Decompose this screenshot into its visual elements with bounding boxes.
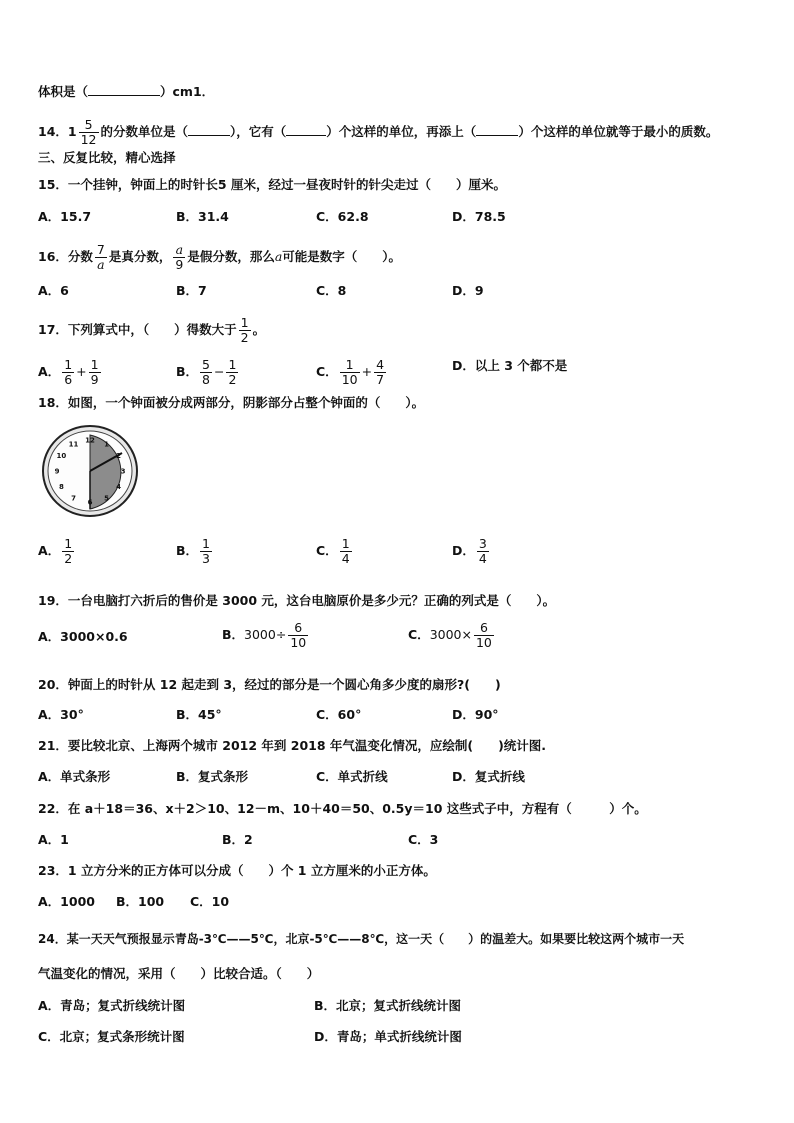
option-a[interactable]: A． $\frac{1}{2}$	[38, 536, 73, 566]
option-c[interactable]: C．3000× $\frac{6}{10}$	[408, 620, 492, 650]
option-c[interactable]: C．8	[316, 283, 347, 298]
fraction: $\frac{6}{10}$	[290, 620, 307, 650]
fraction: $\frac{5}{12}$	[80, 117, 97, 147]
fraction: $\frac{1}{2}$	[64, 536, 73, 566]
option-b[interactable]: B．复式条形	[176, 769, 249, 784]
question-19-stem: 19．一台电脑打六折后的售价是 3000 元，这台电脑原价是多少元？正确的列式是（ ）。	[38, 593, 556, 608]
question-20-stem: 20．钟面上的时针从 12 起走到 3，经过的部分是一个圆心角多少度的扇形?( )	[38, 677, 501, 692]
clock-number: 6	[87, 498, 93, 507]
fraction: $\frac{7}{a}$	[96, 242, 105, 272]
option-b[interactable]: B．45°	[176, 707, 222, 722]
answer-blank[interactable]	[476, 135, 518, 136]
clock-number: 11	[68, 440, 79, 449]
clock-number: 3	[120, 467, 126, 476]
question-24-stem-line1: 24．某一天天气预报显示青岛-3℃——5℃，北京-5℃——8℃，这一天（ ）的温差大。如果要比较这两个城市一天	[38, 932, 685, 946]
question-22-stem: 22．在 a＋18＝36、x＋2＞10、12－m、10＋40＝50、0.5y＝10 这些式子中，方程有（ ）个。	[38, 801, 647, 816]
option-b[interactable]: B．31.4	[176, 209, 229, 224]
fraction: $\frac{1}{10}$	[341, 357, 358, 387]
clock-number: 1	[104, 440, 109, 449]
question-24-stem-line2: 气温变化的情况，采用（ ）比较合适。（ ）	[38, 966, 320, 981]
option-d[interactable]: D．78.5	[452, 209, 506, 224]
option-a[interactable]: A． $\frac{1}{6}$ + $\frac{1}{9}$	[38, 357, 99, 387]
fraction: $\frac{4}{7}$	[376, 357, 385, 387]
option-c[interactable]: C．10	[190, 894, 230, 909]
fraction: $\frac{6}{10}$	[475, 620, 492, 650]
clock-number: 2	[116, 452, 122, 460]
question-21-stem: 21．要比较北京、上海两个城市 2012 年到 2018 年气温变化情况，应绘制( )统计图.	[38, 738, 547, 753]
option-a[interactable]: A．15.7	[38, 209, 92, 224]
clock-number: 7	[71, 494, 76, 503]
option-d[interactable]: D．90°	[452, 707, 499, 722]
fraction: $\frac{1}{6}$	[64, 357, 73, 387]
option-a[interactable]: A．单式条形	[38, 769, 111, 784]
q13-tail: 体积是（ ）cm1．	[38, 84, 215, 99]
option-a[interactable]: A．青岛；复式折线统计图	[38, 998, 186, 1013]
option-c[interactable]: C． $\frac{1}{4}$	[316, 536, 350, 566]
option-b[interactable]: B．3000÷ $\frac{6}{10}$	[222, 620, 307, 650]
question-17-stem: 17．下列算式中，（ ）得数大于 $\frac{1}{2}$ 。	[38, 315, 266, 345]
option-b[interactable]: B． $\frac{5}{8}$ − $\frac{1}{2}$	[176, 357, 237, 387]
answer-blank[interactable]	[188, 135, 230, 136]
option-c[interactable]: C．62.8	[316, 209, 369, 224]
option-a[interactable]: A．3000×0.6	[38, 629, 128, 644]
option-d[interactable]: D．复式折线	[452, 769, 525, 784]
option-d[interactable]: D．以上 3 个都不是	[452, 358, 568, 373]
fraction: $\frac{5}{8}$	[202, 357, 210, 387]
fraction: $\frac{1}{3}$	[202, 536, 210, 566]
clock-number: 8	[58, 483, 64, 491]
option-a[interactable]: A．1000	[38, 894, 95, 909]
option-b[interactable]: B．100	[116, 894, 165, 909]
option-c[interactable]: C． $\frac{1}{10}$ + $\frac{4}{7}$	[316, 357, 385, 387]
option-a[interactable]: A．6	[38, 283, 69, 298]
question-16-stem: 16．分数 $\frac{7}{a}$ 是真分数， $\frac{a}{9}$ 是假分数，那么a可能是数字（ ）。	[38, 242, 402, 272]
question-23-stem: 23．1 立方分米的正方体可以分成（ ）个 1 立方厘米的小正方体。	[38, 863, 436, 878]
clock-face-figure	[40, 423, 140, 519]
fraction: $\frac{1}{4}$	[341, 536, 350, 566]
clock-number: 9	[54, 467, 60, 476]
fraction: $\frac{a}{9}$	[175, 242, 184, 272]
mixed-number-whole: 1	[67, 124, 77, 139]
option-b[interactable]: B．7	[176, 283, 207, 298]
fraction: $\frac{1}{2}$	[240, 315, 249, 345]
fraction: $\frac{1}{9}$	[90, 357, 99, 387]
option-a[interactable]: A．1	[38, 832, 69, 847]
fraction: $\frac{1}{2}$	[228, 357, 237, 387]
clock-number: 4	[116, 483, 122, 491]
option-a[interactable]: A．30°	[38, 707, 84, 722]
question-15-stem: 15．一个挂钟，钟面上的时针长5 厘米，经过一昼夜时针的针尖走过（ ）厘米。	[38, 177, 506, 192]
option-d[interactable]: D．9	[452, 283, 484, 298]
answer-blank[interactable]	[286, 135, 326, 136]
option-b[interactable]: B．2	[222, 832, 253, 847]
answer-blank[interactable]	[88, 95, 160, 96]
option-b[interactable]: B． $\frac{1}{3}$	[176, 536, 210, 566]
clock-number: 10	[56, 452, 67, 460]
clock-number: 12	[85, 436, 95, 445]
option-c[interactable]: C．60°	[316, 707, 362, 722]
option-d[interactable]: D． $\frac{3}{4}$	[452, 536, 487, 566]
option-b[interactable]: B．北京；复式折线统计图	[314, 998, 462, 1013]
option-c[interactable]: C．北京；复式条形统计图	[38, 1029, 185, 1044]
question-14: 14．1 $\frac{5}{12}$ 的分数单位是（ ），它有（ ）个这样的单位，再添上（ ）个这样的单位就等于最小的质数。	[38, 117, 719, 147]
clock-number: 5	[104, 494, 109, 503]
option-c[interactable]: C．3	[408, 832, 439, 847]
section-heading: 三、反复比较，精心选择	[38, 150, 176, 165]
question-18-stem: 18．如图，一个钟面被分成两部分，阴影部分占整个钟面的（ ）。	[38, 395, 425, 410]
fraction: $\frac{3}{4}$	[478, 536, 487, 566]
option-c[interactable]: C．单式折线	[316, 769, 388, 784]
option-d[interactable]: D．青岛；单式折线统计图	[314, 1029, 462, 1044]
